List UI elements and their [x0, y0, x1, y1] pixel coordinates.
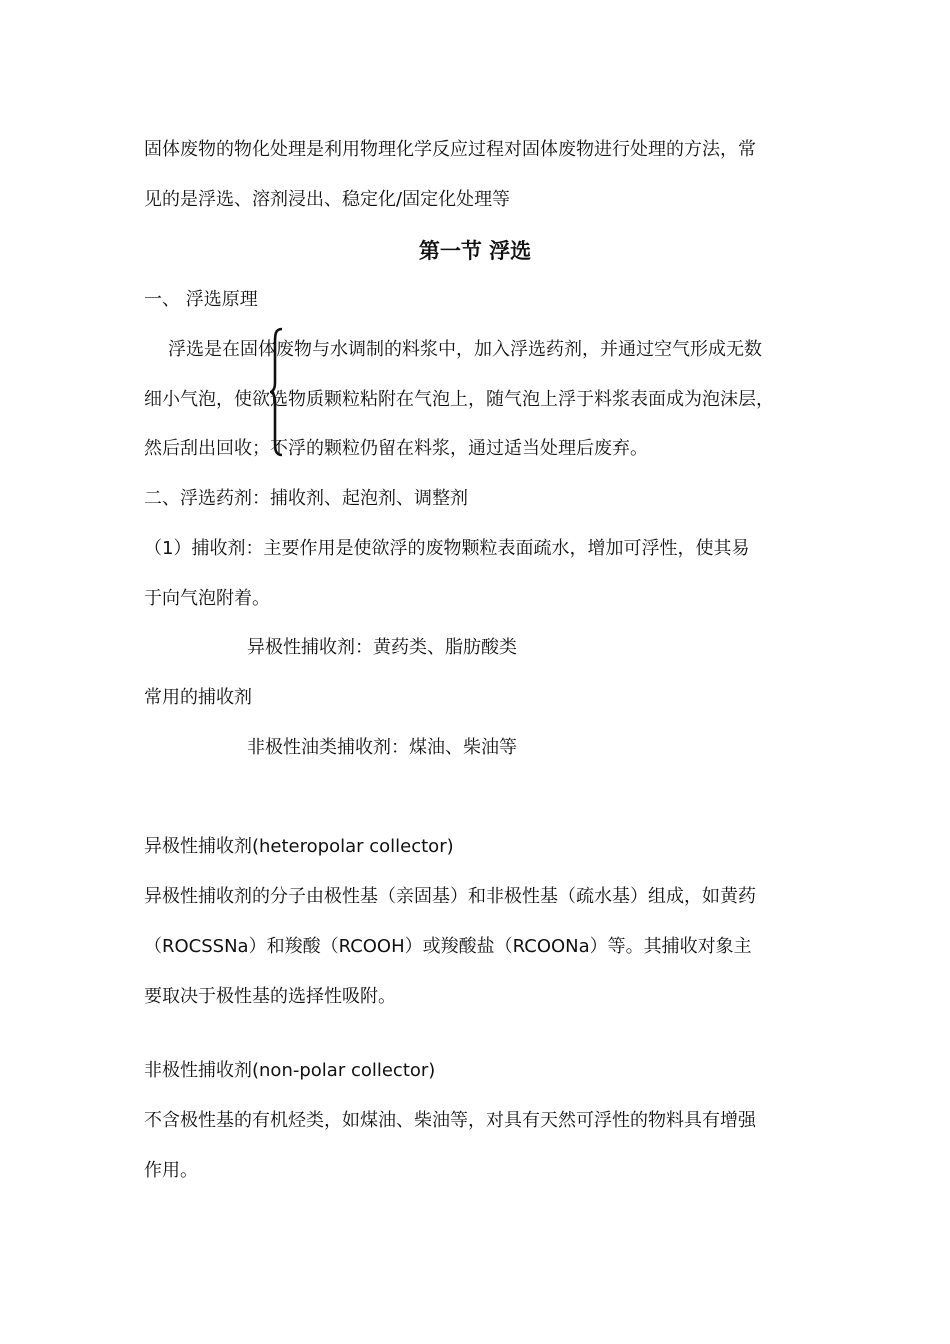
intro-line-2: 见的是浮选、溶剂浸出、稳定化/固定化处理等 [144, 189, 511, 210]
collector-line-1: （1）捕收剂：主要作用是使欲浮的废物颗粒表面疏水，增加可浮性，使其易 [144, 538, 750, 559]
nonpolar-line-2: 作用。 [144, 1160, 198, 1181]
collector-line-2: 于向气泡附着。 [144, 588, 270, 609]
heteropolar-line-1: 异极性捕收剂的分子由极性基（亲固基）和非极性基（疏水基）组成，如黄药 [144, 886, 756, 907]
common-collectors-label: 常用的捕收剂 [144, 687, 252, 708]
principle-heading: 一、 浮选原理 [144, 289, 258, 310]
collector-type-heteropolar: 异极性捕收剂：黄药类、脂肪酸类 [247, 637, 517, 658]
nonpolar-line-1: 不含极性基的有机烃类，如煤油、柴油等，对具有天然可浮性的物料具有增强 [144, 1110, 756, 1131]
section-title: 第一节 浮选 [418, 239, 532, 263]
collector-type-nonpolar: 非极性油类捕收剂：煤油、柴油等 [247, 737, 517, 758]
heteropolar-line-2: （ROCSSNa）和羧酸（RCOOH）或羧酸盐（RCOONa）等。其捕收对象主 [144, 936, 752, 957]
heteropolar-title: 异极性捕收剂(heteropolar collector) [144, 836, 454, 857]
intro-line-1: 固体废物的物化处理是利用物理化学反应过程对固体废物进行处理的方法，常 [144, 139, 756, 160]
principle-line-1: 浮选是在固体废物与水调制的料浆中，加入浮选药剂，并通过空气形成无数 [168, 339, 762, 360]
nonpolar-title: 非极性捕收剂(non-polar collector) [144, 1060, 436, 1081]
principle-line-3: 然后刮出回收；不浮的颗粒仍留在料浆，通过适当处理后废弃。 [144, 438, 648, 459]
agents-heading: 二、浮选药剂：捕收剂、起泡剂、调整剂 [144, 488, 468, 509]
brace-icon [270, 327, 284, 457]
principle-line-2: 细小气泡，使欲选物质颗粒粘附在气泡上，随气泡上浮于料浆表面成为泡沫层， [144, 389, 774, 410]
heteropolar-line-3: 要取决于极性基的选择性吸附。 [144, 986, 396, 1007]
